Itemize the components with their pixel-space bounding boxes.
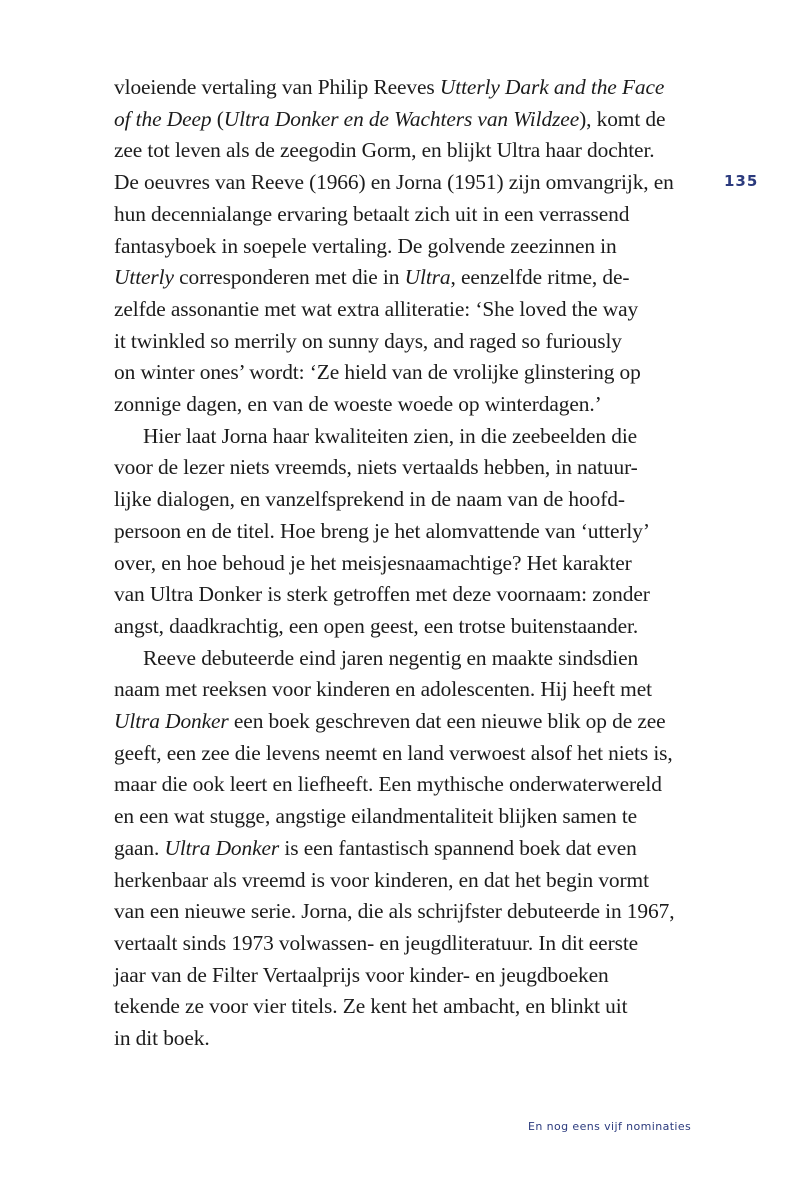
text-line: tekende ze voor vier titels. Ze kent het ambacht, en blinkt uit: [114, 994, 628, 1019]
text-line: on winter ones’ wordt: ‘Ze hield van de vrolijke glinstering op: [114, 360, 641, 385]
text-line: naam met reeksen voor kinderen en adolescenten. Hij heeft met: [114, 677, 652, 702]
text-line: herkenbaar als vreemd is voor kinderen, en dat het begin vormt: [114, 867, 649, 892]
running-footer: En nog eens vijf nominaties: [528, 1120, 692, 1133]
text-line: fantasyboek in soepele vertaling. De golvende zeezinnen in: [114, 233, 617, 258]
text-line: it twinkled so merrily on sunny days, and raged so furiously: [114, 328, 622, 353]
text-line: voor de lezer niets vreemds, niets vertaalds hebben, in natuur-: [114, 455, 638, 480]
text-line: van een nieuwe serie. Jorna, die als schrijfster debuteerde in 1967,: [114, 899, 675, 924]
text-line: gaan. Ultra Donker is een fantastisch spannend boek dat even: [114, 835, 637, 860]
text-line: angst, daadkrachtig, een open geest, een trotse buitenstaander.: [114, 613, 639, 638]
text-line: jaar van de Filter Vertaalprijs voor kinder- en jeugdboeken: [114, 962, 609, 987]
text-line: lijke dialogen, en vanzelfsprekend in de naam van de hoofd-: [114, 487, 625, 512]
text-line: en een wat stugge, angstige eilandmentaliteit blijken samen te: [114, 804, 638, 829]
text-line: zelfde assonantie met wat extra alliteratie: ‘She loved the way: [114, 296, 639, 321]
text-line: over, en hoe behoud je het meisjesnaamachtige? Het karakter: [114, 550, 632, 575]
page-number: 135: [724, 172, 759, 190]
body-text: [114, 72, 694, 1055]
text-line: zonnige dagen, en van de woeste woede op winterdagen.’: [114, 392, 602, 417]
text-line: Utterly corresponderen met die in Ultra, eenzelfde ritme, de-: [114, 265, 630, 290]
text-line: in dit boek.: [114, 1026, 210, 1051]
text-line: zee tot leven als de zeegodin Gorm, en blijkt Ultra haar dochter.: [114, 138, 655, 163]
text-line: De oeuvres van Reeve (1966) en Jorna (1951) zijn omvangrijk, en: [114, 170, 674, 195]
paragraph-first-line: Reeve debuteerde eind jaren negentig en maakte sindsdien: [143, 645, 639, 670]
text-line: persoon en de titel. Hoe breng je het alomvattende van ‘utterly’: [114, 518, 650, 543]
text-line: maar die ook leert en liefheeft. Een mythische onderwaterwereld: [114, 772, 662, 797]
text-line: geeft, een zee die levens neemt en land verwoest alsof het niets is,: [114, 740, 673, 765]
text-line: hun decennialange ervaring betaalt zich uit in een verrassend: [114, 201, 630, 226]
paragraph-first-line: Hier laat Jorna haar kwaliteiten zien, in die zeebeelden die: [143, 423, 638, 448]
text-line: vloeiende vertaling van Philip Reeves Utterly Dark and the Face: [114, 75, 665, 99]
text-line: Ultra Donker een boek geschreven dat een nieuwe blik op de zee: [114, 709, 666, 734]
text-line: van Ultra Donker is sterk getroffen met deze voornaam: zonder: [114, 582, 650, 607]
text-line: vertaalt sinds 1973 volwassen- en jeugdliteratuur. In dit eerste: [114, 930, 639, 955]
text-line: of the Deep (Ultra Donker en de Wachters van Wildzee), komt de: [114, 106, 666, 131]
